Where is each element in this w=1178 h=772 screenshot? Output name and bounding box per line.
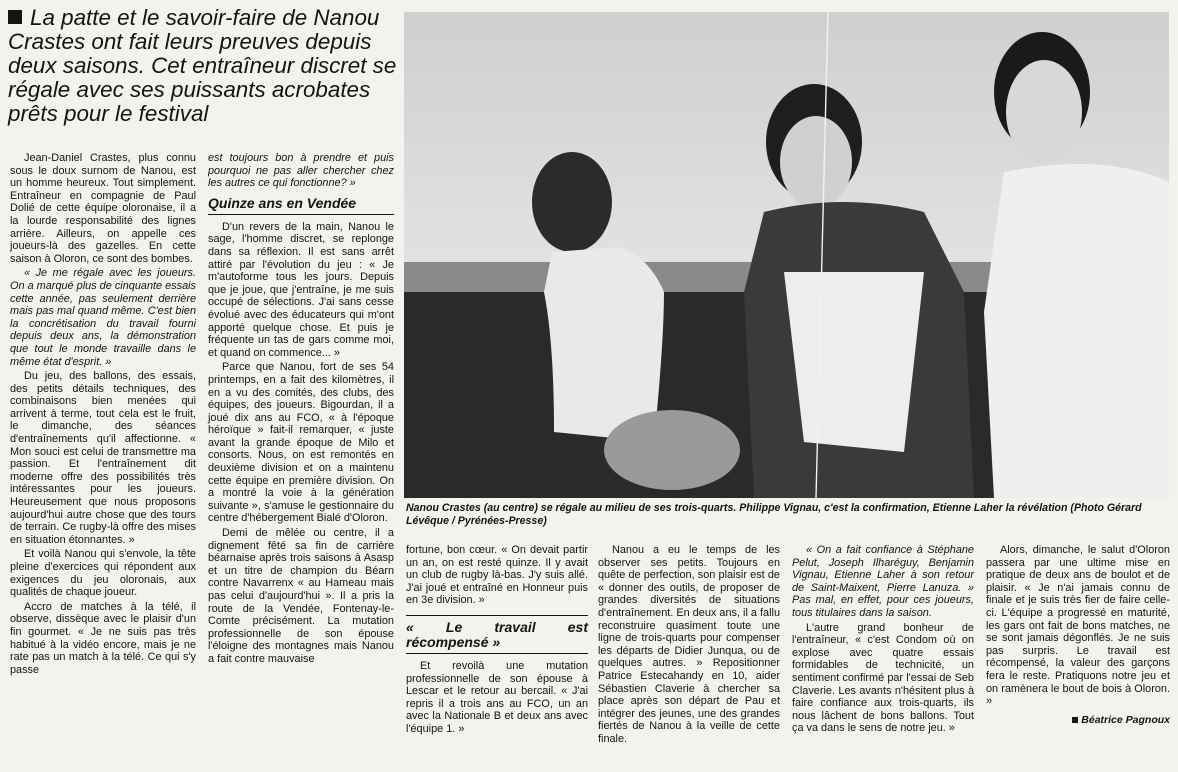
paragraph: « On a fait confiance à Stéphane Pelut, Joseph Ilharéguy, Benjamin Vignau, Etienne Laher à son retour de Saint-Maixent, Pierre Lanuza. » Pas mal, en effet, pour ces joueurs, tous titulaires dans la saison. (792, 544, 974, 619)
article-column-2 (208, 152, 394, 668)
paragraph: Jean-Daniel Crastes, plus connu sous le doux surnom de Nanou, est un homme heureux. Tout simplement. Entraîneur en compagnie de Paul Dolié de cette équipe oloronaise, il a la lourde responsabilité des lignes arrière. Ailleurs, on appelle ces joueurs-là des gazelles. En cette saison à Oloron, ce sont des bombes. (10, 152, 196, 265)
article-column-4 (598, 544, 780, 748)
article-column-6 (986, 544, 1170, 726)
paragraph: D'un revers de la main, Nanou le sage, l'homme discret, se replonge dans sa réflexion. Il est sans arrêt attiré par l'évolution du jeu : « Je m'autoforme tous les jours. Depuis que je joue, que j'entraîne, je me suis occupé de sélections. J'ai sans cesse évolué avec des éducateurs qui m'ont apporté quelque chose. Et puis je fréquente un tas de gars comme moi, et quand on commence... » (208, 220, 394, 359)
paragraph: est toujours bon à prendre et puis pourquoi ne pas aller chercher chez les autres ce qui fonctionne? » (208, 152, 394, 190)
paragraph: Du jeu, des ballons, des essais, des petits détails techniques, des combinaisons bien menées qui arrivent à terme, tout cela est le fruit, le dimanche, des séances d'entraînements qu'il affectionne. « Mon souci est celui de transmettre ma passion. Et l'entraînement dit moderne offre des possibilités très intéressantes pour les joueurs. Heureusement que nous proposons aujourd'hui autre chose que des tours de terrain. Ce rugby-là offre des mises en situation étonnantes. » (10, 370, 196, 546)
paragraph: Et voilà Nanou qui s'envole, la tête pleine d'exercices qui répondent aux exigences du jeu oloronais, aux qualités de chaque joueur. (10, 548, 196, 599)
subheading: Quinze ans en Vendée (208, 196, 394, 215)
paragraph: Et revoilà une mutation professionnelle de son épouse à Lescar et le retour au bercail. « J'ai repris il a trois ans au FCO, un an avec la Nationale B et deux ans avec l'équipe 1. » (406, 659, 588, 735)
bullet-square-icon (8, 10, 22, 24)
photo-caption: Nanou Crastes (au centre) se régale au milieu de ses trois-quarts. Philippe Vignau, c'est la confirmation, Etienne Laher la révélation (Photo Gérard Lévêque / Pyrénées-Presse) (406, 502, 1142, 527)
bullet-square-icon (1072, 717, 1078, 723)
headline: La patte et le savoir-faire de Nanou Crastes ont fait leurs preuves depuis deux saisons. Cet entraîneur discret se régale avec ses puissants acrobates prêts pour le festival (8, 5, 397, 126)
paragraph: Alors, dimanche, le salut d'Oloron passera par une ultime mise en pratique de deux ans de boulot et de plaisir. « Je n'ai jamais connu de finale et je suis très fier de faire celle-ci. L'équipe a progressé en maturité, les gars ont fait de bons matches, ne se sont jamais dégonflés. Je ne suis pas surpris. Le travail est récompensé, la valeur des garçons fera le reste. Pratiquons notre jeu et on ramènera le bout de bois à Oloron. » (986, 544, 1170, 708)
article-photo (404, 12, 1169, 498)
photo-illustration (404, 12, 1169, 498)
paragraph: « Je me régale avec les joueurs. On a marqué plus de cinquante essais cette année, pas seulement derrière mais pas mal quand même. C'est bien la concrétisation du travail fourni depuis deux ans, la démonstration que tout le monde travaille dans le même état d'esprit. » (10, 267, 196, 368)
article-column-1 (10, 152, 196, 678)
paragraph: Accro de matches à la télé, il observe, dissèque avec le plaisir d'un fin gourmet. « Je ne suis pas très habitué à la vidéo encore, mais je ne rate pas un match à la télé. Ce qui s'y passe (10, 600, 196, 676)
byline: Béatrice Pagnoux (986, 714, 1170, 727)
article-column-3 (406, 544, 588, 738)
subheading: « Le travail est récompensé » (406, 615, 588, 654)
paragraph: L'autre grand bonheur de l'entraîneur, « c'est Condom où on explose avec quatre essais formidables de technicité, un sentiment confirmé par l'essai de Seb Claverie. Les avants n'hésitent plus à faire confiance aux trois-quarts, ils nous lâchent de bons ballons. Tout ça va dans le sens de notre jeu. » (792, 621, 974, 735)
article-column-5 (792, 544, 974, 737)
paragraph: Parce que Nanou, fort de ses 54 printemps, en a fait des kilomètres, il en a vu des comités, des clubs, des équipes, des joueurs. Bigourdan, il a joué dix ans au FCO, « à l'époque héroïque » fait-il remarquer, « juste avant la grande époque de Milo et consorts. Nous, on est remontés en deuxième division et on a maintenu cette équipe en première division. On a montré la voie à la génération suivante », s'amuse le gestionnaire du centre d'hébergement Bialé d'Oloron. (208, 361, 394, 525)
paragraph: Demi de mêlée ou centre, il a dignement fêté sa fin de carrière béarnaise après trois saisons à Asasp et un titre de champion du Béarn contre Navarrenx « au Hameau mais pas celui d'aujourd'hui ». Il a pris la route de la Vendée, Fontenay-le-Comte précisément. La mutation professionnelle de son épouse l'éloigne des montagnes mais Nanou a fait contre mauvaise (208, 527, 394, 665)
paragraph: fortune, bon cœur. « On devait partir un an, on est resté quinze. Il y avait un club de rugby là-bas. J'y suis allé. J'ai joué et entraîné en Honneur puis en 3e division. » (406, 544, 588, 607)
paragraph: Nanou a eu le temps de les observer ses petits. Toujours en quête de perfection, son plaisir est de « donner des outils, de proposer de grandes diversités de situations d'entraînement. En deux ans, il a fallu reconstruire quasiment toute une ligne de trois-quarts pour compenser les départs de Didier Junqua, ou de quelques autres. » Repositionner Patrice Estecahandy en 10, aider Sébastien Claverie à chercher sa place après son départ de Pau et intégrer des jeunes, une des grandes fiertés de Nanou à la veille de cette finale. (598, 544, 780, 745)
